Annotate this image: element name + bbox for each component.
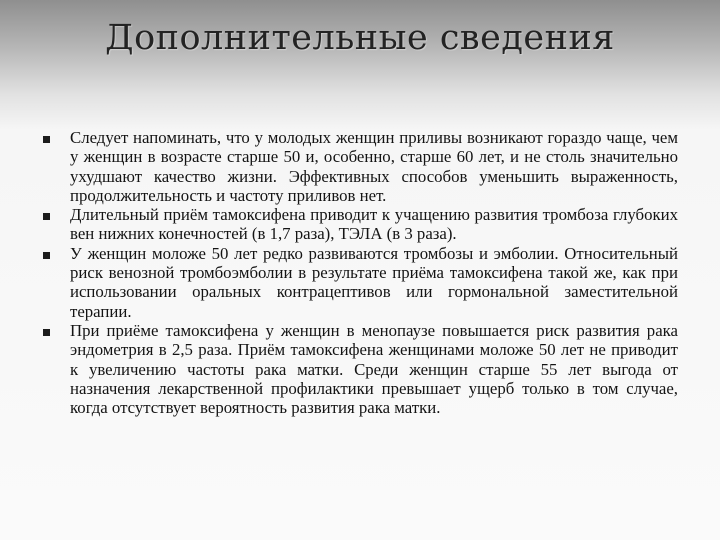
square-bullet-icon — [43, 136, 50, 143]
bullet-text: При приёме тамоксифена у женщин в менопаузе повышается риск развития рака эндометрия в 2,5 раза. Приём тамоксифена женщинами моложе 50 лет не приводит к увеличению частоты рака матки. Среди женщин старше 55 лет выгода от назначения лекарственной профилактики превышает ущерб только в том случае, когда отсутствует вероятность развития рака матки. — [70, 320, 678, 418]
square-bullet-icon — [43, 252, 50, 259]
bullet-item — [42, 205, 678, 244]
bullet-item — [42, 321, 678, 417]
bullet-text: Следует напоминать, что у молодых женщин приливы возникают гораздо чаще, чем у женщин в возрасте старше 50 и, особенно, старше 60 лет, и не столь значительно ухудшают качество жизни. Эффективных способов уменьшить выраженность, продолжительность и частоту приливов нет. — [70, 128, 678, 205]
slide-title: Дополнительные сведения — [105, 18, 615, 58]
bullet-item — [42, 128, 678, 205]
bullet-text: У женщин моложе 50 лет редко развиваются тромбозы и эмболии. Относительный риск венозной тромбоэмболии в результате приёма тамоксифена такой же, как при использовании оральных контрацептивов или гормональной заместительной терапии. — [70, 243, 678, 321]
square-bullet-icon — [43, 213, 50, 220]
square-bullet-icon — [43, 329, 50, 336]
bullet-text: Длительный приём тамоксифена приводит к учащению развития тромбоза глубоких вен нижних конечностей (в 1,7 раза), ТЭЛА (в 3 раза). — [70, 205, 678, 244]
bullet-list — [42, 128, 678, 417]
bullet-item — [42, 244, 678, 321]
